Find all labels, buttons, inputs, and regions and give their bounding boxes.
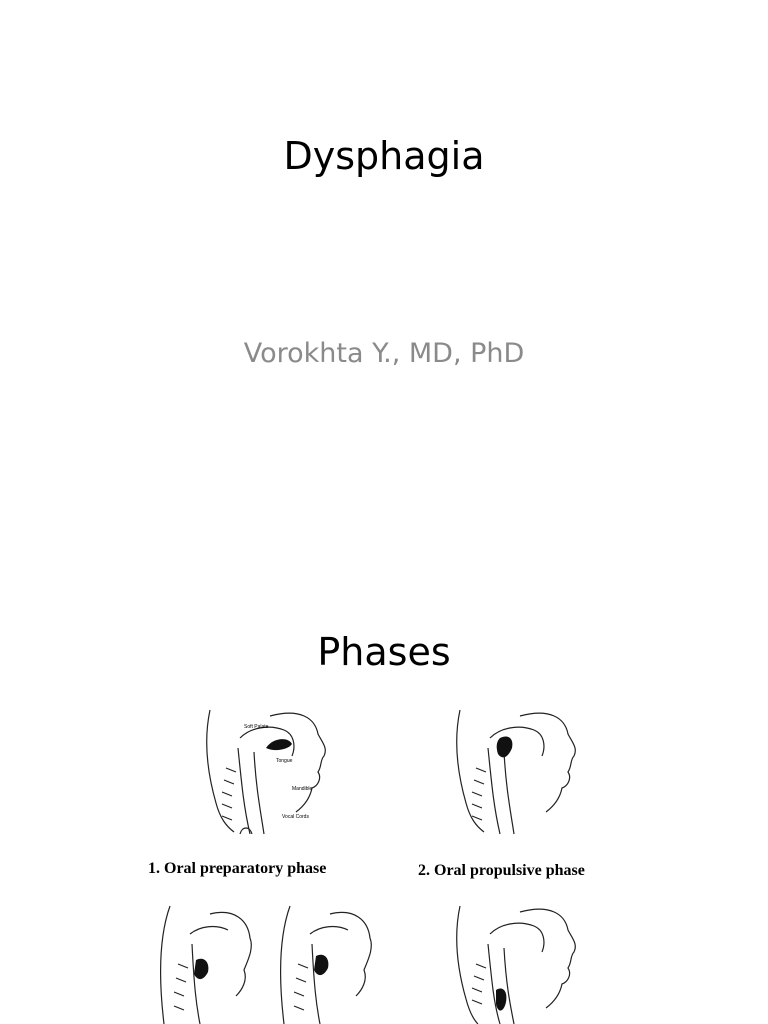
pharyngeal-phase-diagram	[130, 904, 260, 1024]
phases-slide	[0, 570, 768, 1024]
bolus-shape	[496, 989, 506, 1011]
pharyngeal-phase-diagram-b	[260, 904, 380, 1024]
slide-title: Dysphagia	[283, 134, 485, 178]
oral-preparatory-phase-diagram	[200, 708, 340, 838]
oral-propulsive-phase-diagram	[450, 708, 590, 838]
anatomy-label: Soft Palate	[244, 724, 269, 730]
bolus-shape	[497, 736, 513, 757]
anatomy-label: Mandible	[292, 786, 313, 792]
phase-caption: 1. Oral preparatory phase	[148, 860, 327, 877]
author-subtitle: Vorokhta Y., MD, PhD	[243, 338, 525, 369]
anatomy-label: Vocal Cords	[282, 814, 309, 820]
esophageal-phase-diagram	[450, 904, 590, 1024]
anatomy-label: Tongue	[276, 758, 293, 764]
slide-title: Phases	[317, 630, 451, 674]
phase-caption: 2. Oral propulsive phase	[418, 862, 585, 879]
bolus-shape	[314, 955, 328, 975]
bolus-shape	[266, 739, 292, 750]
bolus-shape	[194, 959, 208, 979]
swallowing-phases-figure	[130, 708, 630, 1024]
